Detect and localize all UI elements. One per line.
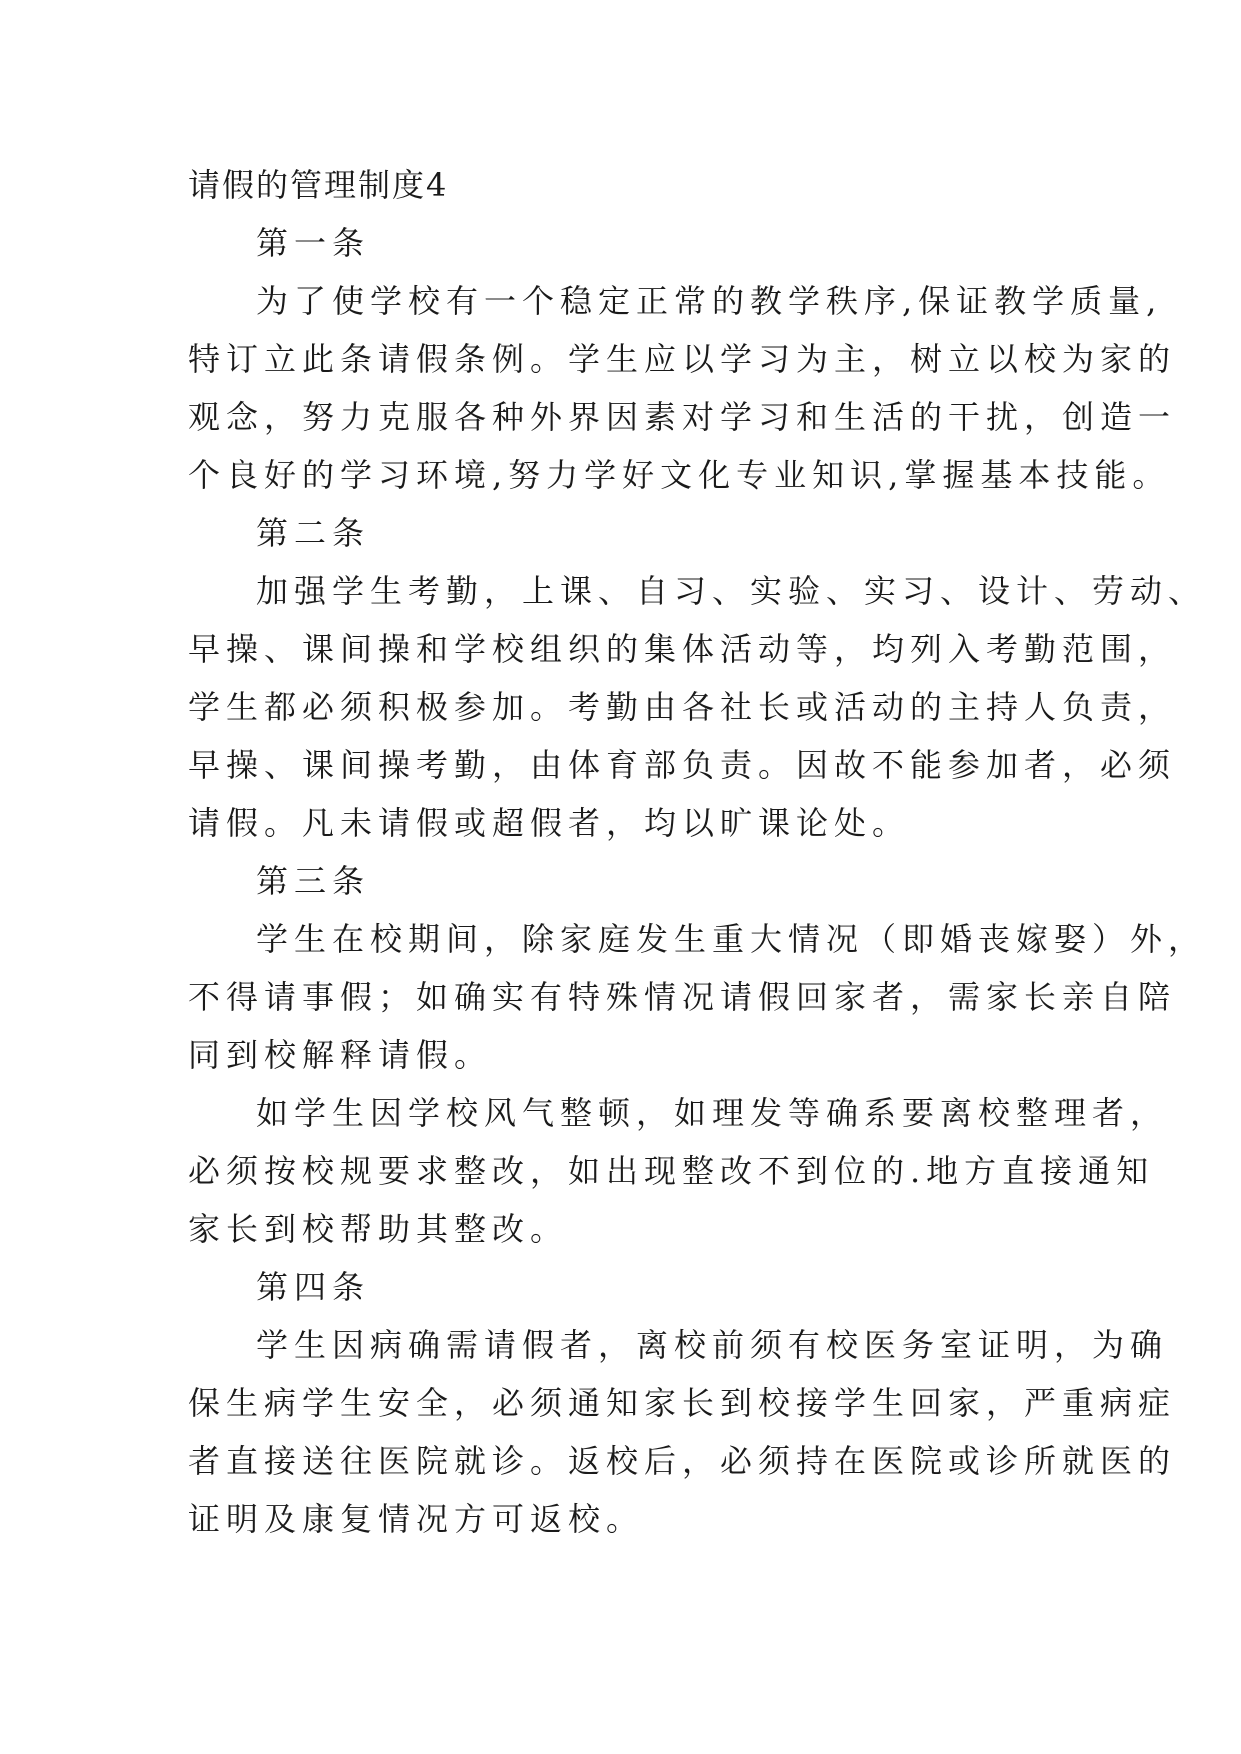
article-4-line-3: 者直接送往医院就诊。返校后，必须持在医院或诊所就医的: [188, 1442, 1177, 1480]
article-1-line-2: 特订立此条请假条例。学生应以学习为主，树立以校为家的: [188, 340, 1177, 378]
article-1-line-4: 个良好的学习环境,努力学好文化专业知识,掌握基本技能。: [188, 456, 1171, 494]
article-3-line-1: 学生在校期间，除家庭发生重大情况（即婚丧嫁娶）外，: [256, 920, 1207, 958]
article-4-line-4: 证明及康复情况方可返校。: [188, 1500, 645, 1538]
article-4-heading: 第四条: [256, 1268, 371, 1306]
article-3-heading: 第三条: [256, 862, 371, 900]
article-3-line-3: 同到校解释请假。: [188, 1036, 493, 1074]
article-2-line-5: 请假。凡未请假或超假者，均以旷课论处。: [188, 804, 911, 842]
article-3-line-5: 必须按校规要求整改，如出现整改不到位的.地方直接通知: [188, 1152, 1155, 1190]
article-2-line-4: 早操、课间操考勤，由体育部负责。因故不能参加者，必须: [188, 746, 1177, 784]
article-2-line-3: 学生都必须积极参加。考勤由各社长或活动的主持人负责，: [188, 688, 1177, 726]
article-2-line-2: 早操、课间操和学校组织的集体活动等，均列入考勤范围，: [188, 630, 1177, 668]
article-1-line-1: 为了使学校有一个稳定正常的教学秩序,保证教学质量,: [256, 282, 1163, 320]
article-4-line-2: 保生病学生安全，必须通知家长到校接学生回家，严重病症: [188, 1384, 1177, 1422]
article-3-line-2: 不得请事假；如确实有特殊情况请假回家者，需家长亲自陪: [188, 978, 1177, 1016]
article-1-line-3: 观念，努力克服各种外界因素对学习和生活的干扰，创造一: [188, 398, 1177, 436]
article-3-line-4: 如学生因学校风气整顿，如理发等确系要离校整理者，: [256, 1094, 1169, 1132]
article-1-heading: 第一条: [256, 224, 371, 262]
document-title: 请假的管理制度4: [188, 166, 449, 204]
article-2-heading: 第二条: [256, 514, 371, 552]
article-3-line-6: 家长到校帮助其整改。: [188, 1210, 569, 1248]
article-4-line-1: 学生因病确需请假者，离校前须有校医务室证明，为确: [256, 1326, 1169, 1364]
article-2-line-1: 加强学生考勤，上课、自习、实验、实习、设计、劳动、: [256, 572, 1207, 610]
